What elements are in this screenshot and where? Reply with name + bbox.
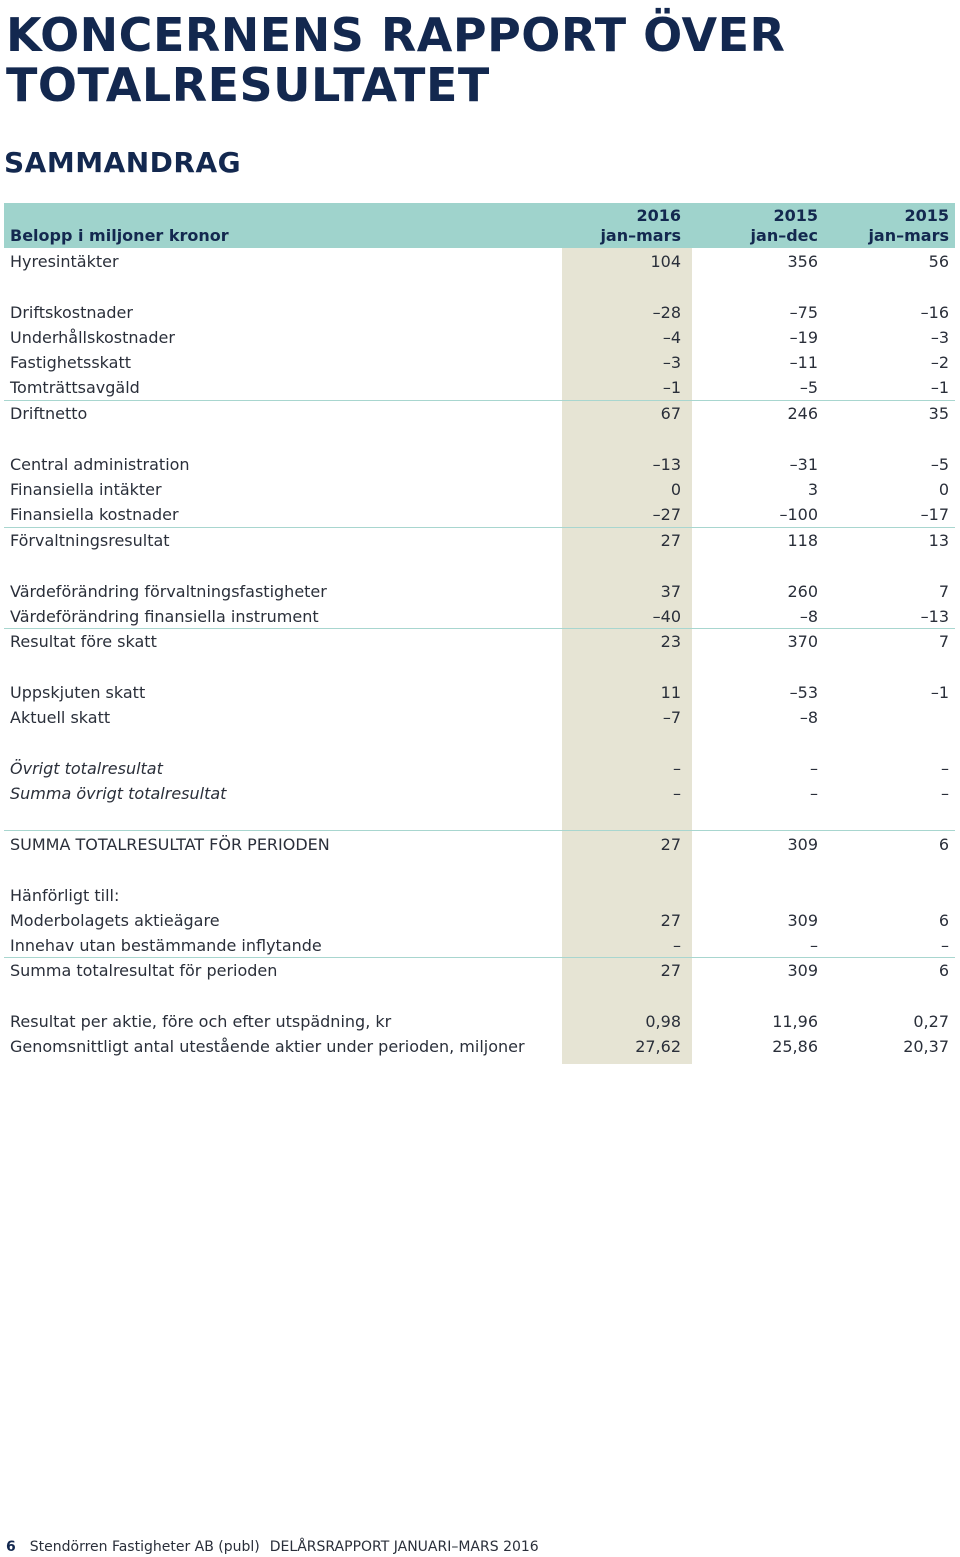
header-col1-period: jan–mars	[600, 226, 681, 245]
cell-2016-q1: –28	[652, 303, 681, 322]
row-label: Driftnetto	[10, 404, 88, 423]
cell-2015-full: –31	[789, 455, 818, 474]
cell-2015-q1: 6	[938, 961, 949, 980]
table-row	[4, 604, 955, 629]
cell-2015-q1: –2	[930, 353, 949, 372]
table-row	[4, 933, 955, 958]
header-label: Belopp i miljoner kronor	[10, 226, 229, 245]
cell-2015-full: –8	[799, 607, 818, 626]
row-label: Hänförligt till:	[10, 886, 120, 905]
cell-2015-full: –8	[799, 708, 818, 727]
table-row	[4, 756, 955, 781]
cell-2015-q1: 7	[938, 582, 949, 601]
table-row	[4, 452, 955, 477]
row-divider	[4, 830, 955, 831]
row-label: Tomträttsavgäld	[10, 378, 140, 397]
cell-2015-full: –53	[789, 683, 818, 702]
cell-2015-full: 309	[787, 835, 818, 854]
row-label: Central administration	[10, 455, 190, 474]
row-label: Finansiella kostnader	[10, 505, 179, 524]
header-col-2015-q1	[868, 206, 949, 246]
header-col2-year: 2015	[773, 206, 818, 225]
row-label: Finansiella intäkter	[10, 480, 162, 499]
row-label: Resultat före skatt	[10, 632, 157, 651]
row-label: Uppskjuten skatt	[10, 683, 146, 702]
cell-2015-full: –	[810, 936, 818, 955]
cell-2016-q1: –3	[662, 353, 681, 372]
row-label: Genomsnittligt antal utestående aktier under perioden, miljoner	[10, 1037, 525, 1056]
cell-2016-q1: 27	[660, 835, 681, 854]
cell-2016-q1: 27	[660, 961, 681, 980]
title-line-2: TOTALRESULTATET	[6, 58, 490, 112]
cell-2015-q1: 6	[938, 835, 949, 854]
cell-2015-full: 118	[787, 531, 818, 550]
cell-2016-q1: 0,98	[645, 1012, 681, 1031]
row-label: Underhållskostnader	[10, 328, 175, 347]
row-label: Summa totalresultat för perioden	[10, 961, 278, 980]
cell-2015-q1: –13	[920, 607, 949, 626]
cell-2016-q1: –7	[662, 708, 681, 727]
cell-2015-full: –75	[789, 303, 818, 322]
cell-2015-q1: 20,37	[903, 1037, 949, 1056]
cell-2015-full: 246	[787, 404, 818, 423]
table-row	[4, 300, 955, 325]
cell-2016-q1: –13	[652, 455, 681, 474]
cell-2016-q1: –	[673, 759, 681, 778]
footer-company: Stendörren Fastigheter AB (publ)	[29, 1539, 260, 1555]
row-label: Summa övrigt totalresultat	[10, 784, 227, 803]
cell-2015-q1: 56	[928, 252, 949, 271]
page-footer	[6, 1537, 539, 1557]
cell-2015-q1: 6	[938, 911, 949, 930]
cell-2015-q1: 7	[938, 632, 949, 651]
table-row	[4, 680, 955, 705]
cell-2015-full: 309	[787, 961, 818, 980]
cell-2015-q1: 13	[928, 531, 949, 550]
cell-2016-q1: –	[673, 784, 681, 803]
cell-2016-q1: 27,62	[635, 1037, 681, 1056]
table-row	[4, 958, 955, 983]
cell-2015-full: –11	[789, 353, 818, 372]
cell-2015-full: 309	[787, 911, 818, 930]
table-row	[4, 781, 955, 806]
cell-2016-q1: –4	[662, 328, 681, 347]
cell-2015-full: 260	[787, 582, 818, 601]
table-row	[4, 528, 955, 553]
row-label: Värdeförändring finansiella instrument	[10, 607, 319, 626]
cell-2016-q1: 27	[660, 911, 681, 930]
page-title	[6, 10, 785, 110]
table-row	[4, 579, 955, 604]
table-header	[4, 203, 955, 248]
table-row	[4, 883, 955, 908]
row-label: Förvaltningsresultat	[10, 531, 170, 550]
cell-2016-q1: 11	[660, 683, 681, 702]
table-row	[4, 401, 955, 426]
cell-2016-q1: –	[673, 936, 681, 955]
row-label: Hyresintäkter	[10, 252, 119, 271]
section-subtitle: SAMMANDRAG	[4, 146, 242, 179]
header-col2-period: jan–dec	[750, 226, 818, 245]
cell-2015-q1: –3	[930, 328, 949, 347]
cell-2015-q1: –1	[930, 378, 949, 397]
table-row	[4, 249, 955, 274]
cell-2015-q1: –17	[920, 505, 949, 524]
cell-2015-full: –100	[779, 505, 818, 524]
table-row	[4, 629, 955, 654]
cell-2015-full: –	[810, 759, 818, 778]
header-col-2015-full	[751, 206, 818, 246]
row-label: SUMMA TOTALRESULTAT FÖR PERIODEN	[10, 835, 330, 854]
row-label: Driftskostnader	[10, 303, 133, 322]
cell-2015-q1: 0	[938, 480, 949, 499]
cell-2016-q1: 37	[660, 582, 681, 601]
table-row	[4, 1034, 955, 1059]
cell-2015-q1: –	[941, 759, 949, 778]
table-row	[4, 375, 955, 400]
page-number: 6	[6, 1539, 16, 1555]
row-label: Moderbolagets aktieägare	[10, 911, 220, 930]
header-col1-year: 2016	[636, 206, 681, 225]
cell-2015-q1: –1	[930, 683, 949, 702]
cell-2016-q1: 67	[660, 404, 681, 423]
row-label: Innehav utan bestämmande inflytande	[10, 936, 322, 955]
header-col3-year: 2015	[904, 206, 949, 225]
cell-2015-full: 11,96	[772, 1012, 818, 1031]
table-row	[4, 908, 955, 933]
row-label: Aktuell skatt	[10, 708, 111, 727]
cell-2015-q1: –	[941, 784, 949, 803]
cell-2015-full: –	[810, 784, 818, 803]
cell-2015-full: 3	[807, 480, 818, 499]
cell-2015-q1: 35	[928, 404, 949, 423]
table-row	[4, 350, 955, 375]
cell-2015-q1: –5	[930, 455, 949, 474]
table-row	[4, 1009, 955, 1034]
cell-2015-q1: 0,27	[913, 1012, 949, 1031]
cell-2016-q1: 104	[650, 252, 681, 271]
cell-2015-q1: –16	[920, 303, 949, 322]
title-line-1: KONCERNENS RAPPORT ÖVER	[6, 8, 786, 62]
header-col-2016-q1	[600, 206, 681, 246]
cell-2015-full: 25,86	[772, 1037, 818, 1056]
table-row	[4, 502, 955, 527]
row-label: Resultat per aktie, före och efter utspädning, kr	[10, 1012, 392, 1031]
row-label: Övrigt totalresultat	[10, 759, 163, 778]
footer-report-title: DELÅRSRAPPORT JANUARI–MARS 2016	[269, 1539, 539, 1555]
cell-2016-q1: –40	[652, 607, 681, 626]
cell-2016-q1: 27	[660, 531, 681, 550]
cell-2016-q1: 0	[670, 480, 681, 499]
cell-2015-full: –5	[799, 378, 818, 397]
cell-2016-q1: 23	[660, 632, 681, 651]
cell-2015-q1: –	[941, 936, 949, 955]
row-label: Fastighetsskatt	[10, 353, 132, 372]
cell-2015-full: 370	[787, 632, 818, 651]
table-row	[4, 325, 955, 350]
table-row	[4, 832, 955, 857]
table-row	[4, 477, 955, 502]
header-col3-period: jan–mars	[868, 226, 949, 245]
cell-2015-full: –19	[789, 328, 818, 347]
cell-2016-q1: –27	[652, 505, 681, 524]
table-row	[4, 705, 955, 730]
cell-2015-full: 356	[787, 252, 818, 271]
row-label: Värdeförändring förvaltningsfastigheter	[10, 582, 327, 601]
cell-2016-q1: –1	[662, 378, 681, 397]
